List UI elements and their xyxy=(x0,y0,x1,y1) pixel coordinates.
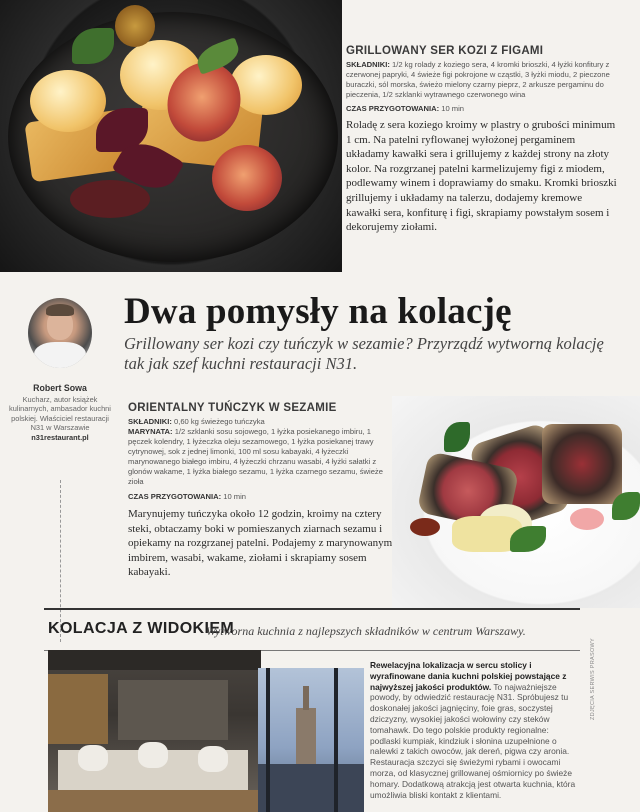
dish1-time xyxy=(346,104,636,114)
chef-coat xyxy=(34,342,86,368)
time-value: 10 min xyxy=(441,104,465,113)
floor xyxy=(48,790,261,812)
cheese-slice xyxy=(230,55,302,115)
time-label: CZAS PRZYGOTOWANIA: xyxy=(128,492,222,501)
herb-leaf xyxy=(510,526,546,552)
tuna-steak xyxy=(542,424,622,504)
dish1-title: GRILLOWANY SER KOZI Z FIGAMI xyxy=(346,45,544,57)
chef-bio xyxy=(8,384,112,443)
photo-credit: ZDJĘCIA SERWIS PRASOWY xyxy=(590,638,596,720)
dish2-recipe xyxy=(128,402,396,580)
feature-subtitle: Grillowany ser kozi czy tuńczyk w sezamie? Przyrządź wytworną kolację tak jak szef kuchni restauracji N31. xyxy=(124,334,604,373)
ingredients-label: SKŁADNIKI: xyxy=(346,60,390,69)
time-label: CZAS PRZYGOTOWANIA: xyxy=(346,104,440,113)
restaurant-subheading: Wytworna kuchnia z najlepszych składników w centrum Warszawy. xyxy=(206,624,526,638)
pepper-jam xyxy=(70,180,150,218)
herb-leaf xyxy=(612,492,640,520)
dashed-connector xyxy=(60,480,61,642)
marinade-text: 1/2 szklanki sosu sojowego, 1 łyżka posiekanego imbiru, 1 pęczek kolendry, 1 łyżeczka oleju sezamowego, 1 łyżka posiekanej trawy cytrynowej, sok z jednej limonki, 100 ml sosu kabayaki, 4 łyżeczki marynowanego białego imbiru, 4 łyżeczki chrzanu wasabi, 4 łyżki sałatki z glonów wakame, 1 łyżka białego sezamu, 1 łyżka czarnego sezamu, świeże zioła xyxy=(128,427,383,486)
chef-name: Robert Sowa xyxy=(33,383,87,393)
wall-panel xyxy=(118,680,228,740)
dish2-time xyxy=(128,492,396,502)
palace-view-photo xyxy=(258,668,364,812)
feature-title: Dwa pomysły na kolację xyxy=(124,291,512,332)
restaurant-interior-photo xyxy=(48,650,261,812)
chair xyxy=(138,742,168,768)
dish2-title: ORIENTALNY TUŃCZYK W SEZAMIE xyxy=(128,402,337,414)
chef-website[interactable]: n31restaurant.pl xyxy=(31,432,89,442)
dish1-recipe xyxy=(346,45,636,235)
dish2-marinade xyxy=(128,427,396,487)
time-value: 10 min xyxy=(223,492,247,501)
section-rule xyxy=(44,608,580,610)
ingredients-label: SKŁADNIKI: xyxy=(128,417,172,426)
chair xyxy=(198,746,228,772)
fig-wedge xyxy=(212,145,282,211)
restaurant-heading: KOLACJA Z WIDOKIEM xyxy=(48,620,235,637)
marinade-label: MARYNATA: xyxy=(128,427,173,436)
dish1-body: Roladę z sera koziego kroimy w plastry o grubości minimum 1 cm. Na patelni ryflowanej wyłożonej pergaminem układamy kawałki sera i grillujemy z każdej strony na złoty kolor. Na rozgrzanej patelni karmelizujemy figi z miodem, podlewamy winem i doprawiamy do smaku. Kromki brioszki grillujemy i układamy na talerzu, dodajemy kremowe kawałki sera, konfiturę i figi, skrapiamy powstałym sosem i dekorujemy ziołami. xyxy=(346,119,617,234)
palace-spire xyxy=(303,686,309,710)
restaurant-text xyxy=(370,660,580,800)
ingredients-text: 1/2 kg rolady z koziego sera, 4 kromki brioszki, 4 łyżki konfitury z czerwonej papryki, 4 świeże figi pokrojone w cząstki, 3 łyżki miodu, 2 pieczone buraczki, sól morska, świeżo mielony czarny pieprz, 2 arkusze pergaminu do pieczenia, 1/2 szklanki wytrawnego czerwonego wina xyxy=(346,60,610,99)
window-frame xyxy=(266,668,270,812)
cheese-slice xyxy=(30,70,106,132)
window-frame xyxy=(334,668,338,812)
ceiling xyxy=(48,650,261,670)
kabayaki-sauce xyxy=(410,518,440,536)
ingredients-text: 0,60 kg świeżego tuńczyka xyxy=(174,417,265,426)
herb-leaf xyxy=(444,422,470,452)
chair xyxy=(78,745,108,771)
chef-avatar xyxy=(28,298,92,368)
tuna-photo xyxy=(392,396,640,608)
chef-hair xyxy=(46,304,74,316)
pickled-ginger xyxy=(570,508,604,530)
city-buildings xyxy=(258,764,364,812)
dish2-body: Marynujemy tuńczyka około 12 godzin, kroimy na cztery steki, obtaczamy boki w pomieszanych ziarnach sezamu i opiekamy na rozgrzanej patelni. Podajemy z marynowanym imbirem, wasabi, wakame, ziołami i skrapiamy sosem kabayaki. xyxy=(128,508,393,579)
dish2-ingredients xyxy=(128,417,396,427)
restaurant-body: To najważniejsze powody, by odwiedzić restaurację N31. Spróbujesz tu doskonałej jakości jagnięciny, foie gras, soczystej dziczyzny, wysokiej jakości wołowiny czy steków tomahawk. Do tego polskie produkty regionalne: podlaski kumpiak, kindziuk i słonina uzupełnione o nalewki z takich owoców, jak dereń, pigwa czy aronia. Restauracja szczyci się świeżymi rybami i owocami morza, od klasycznej grillowanej ośmiornicy po świeże homary. Dodatkową atrakcją jest otwarta kuchnia, która umożliwia bliski kontakt z klientami. xyxy=(370,681,576,800)
dish1-ingredients xyxy=(346,60,636,100)
chef-description: Kucharz, autor książek kulinarnych, ambasador kuchni polskiej. Właściciel restauracji N31 w Warszawie xyxy=(9,394,111,433)
goat-cheese-photo xyxy=(0,0,342,272)
fig-top xyxy=(115,5,155,47)
bar-shelf xyxy=(48,674,108,744)
restaurant-lead: Rewelacyjna lokalizacja w sercu stolicy i wyrafinowane dania kuchni polskiej powstające z najwyższej jakości produktów. xyxy=(370,660,567,692)
